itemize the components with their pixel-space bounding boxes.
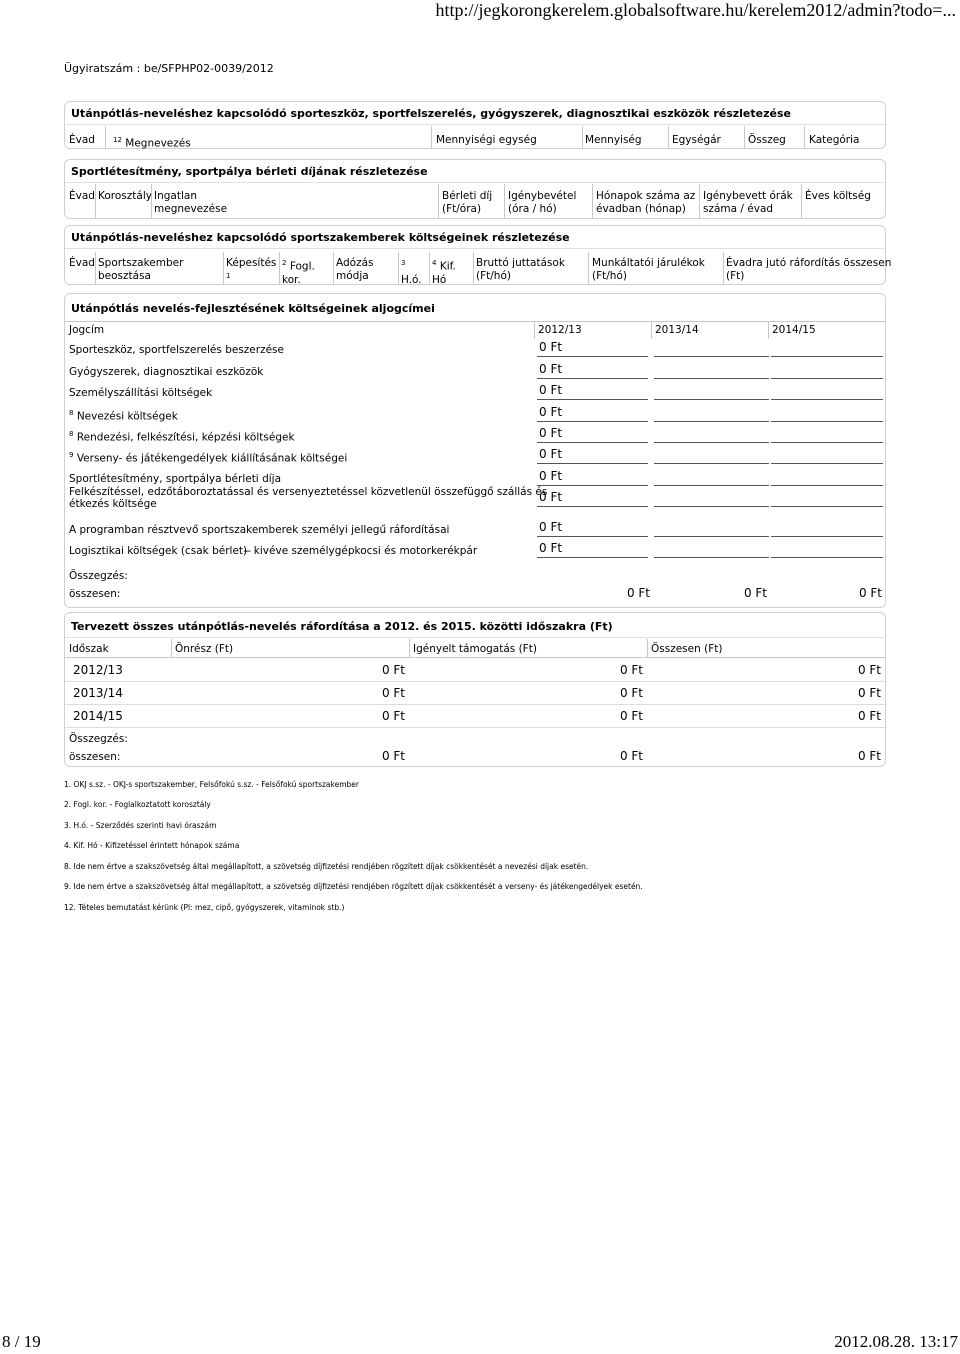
col-header: Összesen (Ft): [651, 643, 723, 655]
amount-2012-input[interactable]: 0 Ft: [539, 383, 563, 397]
section-title: Tervezett összes utánpótlás-nevelés ráfordítása a 2012. és 2015. közötti időszakra (Ft): [65, 613, 885, 638]
col-header: Igényelt támogatás (Ft): [413, 643, 537, 655]
amount-field-underline[interactable]: [771, 485, 883, 486]
total-plan-section: [64, 612, 886, 767]
period-total-amount: 0 Ft: [857, 663, 881, 677]
amount-2012-input[interactable]: 0 Ft: [539, 541, 563, 555]
col-header: Mennyiség: [585, 134, 642, 146]
amount-field-underline[interactable]: [654, 399, 769, 400]
jogcim-header: Jogcím: [69, 324, 105, 336]
col-header: Bruttó juttatások (Ft/hó): [476, 257, 565, 282]
amount-field-underline: [537, 399, 648, 400]
col-header: Évad: [69, 134, 95, 146]
jogcim-row-label: $^9$ Verseny- és játékengedélyek kiállításának költségei: [69, 451, 348, 465]
col-header: Kategória: [809, 134, 860, 146]
section-title: Utánpótlás-neveléshez kapcsolódó sportszakemberek költségeinek részletezése: [65, 226, 885, 249]
col-header: $^3$ H.ó.: [401, 259, 422, 286]
amount-field-underline[interactable]: [654, 557, 769, 558]
amount-2012-input[interactable]: 0 Ft: [539, 469, 563, 483]
page-url: http://jegkorongkerelem.globalsoftware.hu/kerelem2012/admin?todo=...: [435, 0, 956, 20]
col-header: Ingatlan megnevezése: [154, 190, 228, 215]
period-requested-amount: 0 Ft: [619, 686, 643, 700]
total-sum: 0 Ft: [857, 749, 881, 763]
footnote: 4. Kif. Hó - Kifizetéssel érintett hónapok száma: [64, 841, 240, 850]
staff-section: [64, 225, 892, 286]
amount-2012-input[interactable]: 0 Ft: [539, 520, 563, 534]
col-header: Sportszakember beosztása: [98, 257, 184, 282]
page-number: 8 / 19: [2, 1332, 41, 1351]
row-divider: [65, 681, 885, 682]
col-header: Évadra jutó ráfordítás összesen (Ft): [726, 257, 892, 282]
amount-field-underline: [537, 421, 648, 422]
footnote: 3. H.ó. - Szerződés szerinti havi óraszám: [64, 821, 217, 830]
amount-field-underline: [537, 506, 648, 507]
col-header: $^2$ Fogl. kor.: [282, 259, 315, 286]
summary-label: Összegzés:: [69, 733, 128, 745]
jogcim-row-label: $^8$ Nevezési költségek: [69, 409, 178, 423]
section-title: Sportlétesítmény, sportpálya bérleti díjának részletezése: [65, 160, 885, 183]
col-header: Időszak: [69, 643, 109, 655]
total-label: összesen:: [69, 751, 121, 763]
period-total-amount: 0 Ft: [857, 686, 881, 700]
jogcim-row-label: $^8$ Rendezési, felkészítési, képzési költségek: [69, 430, 295, 444]
col-header: Adózás módja: [336, 257, 374, 282]
amount-2012-input[interactable]: 0 Ft: [539, 362, 563, 376]
amount-field-underline: [537, 536, 648, 537]
col-header: Összeg: [748, 134, 786, 146]
amount-field-underline[interactable]: [654, 378, 769, 379]
amount-field-underline[interactable]: [771, 557, 883, 558]
period-label: 2012/13: [73, 663, 123, 677]
col-header: Igénybevett órák száma / évad: [703, 190, 793, 215]
amount-field-underline: [537, 442, 648, 443]
amount-field-underline[interactable]: [654, 421, 769, 422]
amount-field-underline[interactable]: [771, 463, 883, 464]
period-own-amount: 0 Ft: [381, 663, 405, 677]
total-label: összesen:: [69, 588, 121, 600]
total-2012: 0 Ft: [626, 586, 650, 600]
subcategory-section: [64, 293, 886, 608]
jogcim-row-label: Logisztikai költségek (csak bérlet) ̶ kivéve személygépkocsi és motorkerékpár: [69, 545, 478, 557]
col-header: Mennyiségi egység: [436, 134, 537, 146]
period-label: 2013/14: [73, 686, 123, 700]
jogcim-row-label: Sporteszköz, sportfelszerelés beszerzése: [69, 344, 284, 356]
footnote: 9. Ide nem értve a szakszövetség által megállapított, a szövetség díjfizetési rendjében rögzített díjak csökkentését a verseny- és játékengedélyek esetén.: [64, 882, 643, 891]
amount-field-underline[interactable]: [654, 356, 769, 357]
total-2013: 0 Ft: [743, 586, 767, 600]
timestamp: 2012.08.28. 13:17: [834, 1332, 958, 1351]
amount-field-underline[interactable]: [654, 442, 769, 443]
period-requested-amount: 0 Ft: [619, 663, 643, 677]
year-header: 2014/15: [772, 324, 816, 336]
amount-field-underline: [537, 485, 648, 486]
col-header: Hónapok száma az évadban (hónap): [596, 190, 696, 215]
amount-2012-input[interactable]: 0 Ft: [539, 340, 563, 354]
amount-field-underline[interactable]: [771, 442, 883, 443]
col-header: Évad: [69, 257, 95, 269]
amount-field-underline[interactable]: [654, 536, 769, 537]
amount-field-underline[interactable]: [654, 506, 769, 507]
col-header: Egységár: [672, 134, 721, 146]
jogcim-row-label: Gyógyszerek, diagnosztikai eszközök: [69, 366, 264, 378]
footnote: 8. Ide nem értve a szakszövetség által megállapított, a szövetség díjfizetési rendjében rögzített díjak csökkentését a nevezési díjak esetén.: [64, 862, 589, 871]
footnote: 1. OKJ s.sz. - OKJ-s sportszakember, Felsőfokú s.sz. - Felsőfokú sportszakember: [64, 780, 359, 789]
col-header: Korosztály: [98, 190, 152, 202]
equipment-section: [64, 101, 886, 149]
col-header: Önrész (Ft): [175, 643, 234, 655]
amount-field-underline[interactable]: [771, 378, 883, 379]
footnote: 12. Tételes bemutatást kérünk (Pl: mez, cipő, gyógyszerek, vitaminok stb.): [64, 903, 345, 912]
amount-field-underline[interactable]: [771, 421, 883, 422]
amount-field-underline: [537, 356, 648, 357]
amount-field-underline[interactable]: [771, 506, 883, 507]
period-total-amount: 0 Ft: [857, 709, 881, 723]
period-label: 2014/15: [73, 709, 123, 723]
row-divider: [65, 727, 885, 728]
amount-field-underline: [537, 557, 648, 558]
footnote: 2. Fogl. kor. - Foglalkoztatott korosztály: [64, 800, 211, 809]
col-header: Évad: [69, 190, 95, 202]
col-header: Igénybevétel (óra / hó): [508, 190, 577, 215]
amount-field-underline[interactable]: [654, 485, 769, 486]
col-header: Képesítés $^1$: [226, 257, 277, 280]
col-header: Bérleti díj (Ft/óra): [442, 190, 493, 215]
summary-label: Összegzés:: [69, 570, 128, 582]
section-title: Utánpótlás nevelés-fejlesztésének költségeinek aljogcímei: [71, 302, 435, 315]
col-header: Éves költség: [805, 190, 871, 202]
amount-field-underline: [537, 463, 648, 464]
total-requested: 0 Ft: [619, 749, 643, 763]
jogcim-row-label: A programban résztvevő sportszakemberek személyi jellegű ráfordításai: [69, 524, 450, 536]
jogcim-row-label: Felkészítéssel, edzőtáboroztatással és versenyeztetéssel közvetlenül összefüggő szállás és étkezés költsége: [69, 486, 548, 510]
year-header: 2013/14: [655, 324, 699, 336]
period-own-amount: 0 Ft: [381, 709, 405, 723]
period-own-amount: 0 Ft: [381, 686, 405, 700]
amount-field-underline[interactable]: [771, 399, 883, 400]
col-header: Munkáltatói járulékok (Ft/hó): [592, 257, 705, 282]
period-requested-amount: 0 Ft: [619, 709, 643, 723]
jogcim-row-label: Sportlétesítmény, sportpálya bérleti díja: [69, 473, 281, 485]
row-divider: [65, 704, 885, 705]
amount-2012-input[interactable]: 0 Ft: [539, 426, 563, 440]
amount-field-underline[interactable]: [771, 536, 883, 537]
rental-section: [64, 159, 886, 219]
amount-2012-input[interactable]: 0 Ft: [539, 490, 563, 504]
amount-2012-input[interactable]: 0 Ft: [539, 405, 563, 419]
amount-field-underline: [537, 378, 648, 379]
document-number: Ügyiratszám : be/SFPHP02-0039/2012: [64, 62, 274, 75]
amount-field-underline[interactable]: [654, 463, 769, 464]
amount-2012-input[interactable]: 0 Ft: [539, 447, 563, 461]
jogcim-row-label: Személyszállítási költségek: [69, 387, 213, 399]
section-title: Utánpótlás-neveléshez kapcsolódó sporteszköz, sportfelszerelés, gyógyszerek, diagnosztikai eszközök részletezése: [65, 102, 885, 125]
total-2014: 0 Ft: [858, 586, 882, 600]
col-header: $^4$ Kif. Hó: [432, 259, 456, 286]
total-own: 0 Ft: [381, 749, 405, 763]
amount-field-underline[interactable]: [771, 356, 883, 357]
year-header: 2012/13: [538, 324, 582, 336]
col-header: $^{12}$ Megnevezés: [113, 136, 191, 150]
